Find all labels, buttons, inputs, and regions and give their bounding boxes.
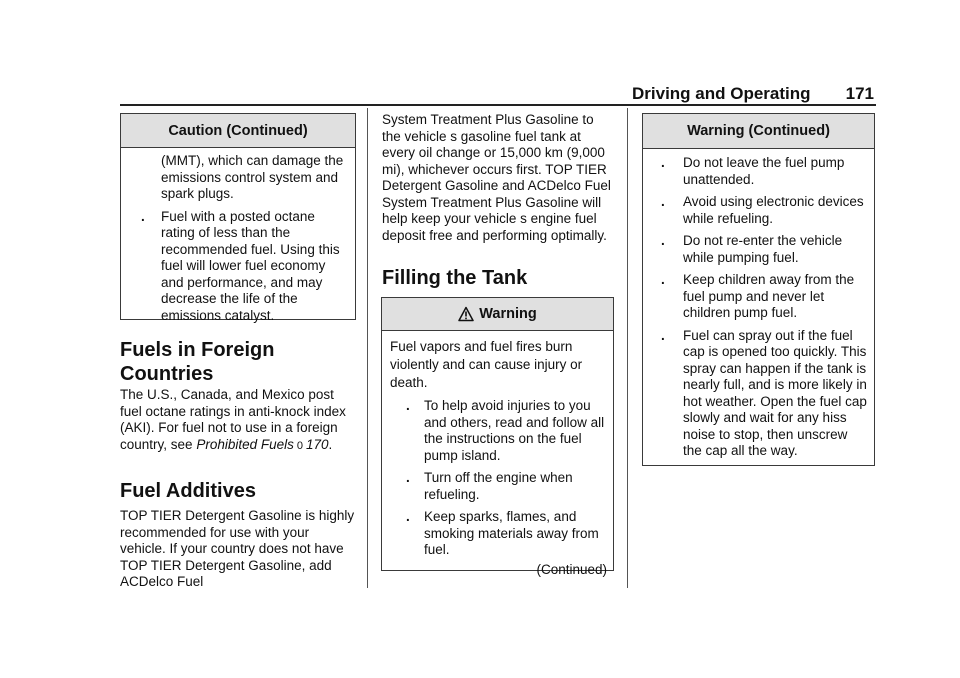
page-header <box>632 84 876 104</box>
caution-continued-text: (MMT), which can damage the emissions control system and spark plugs. <box>161 153 344 201</box>
warning-continued-title: Warning (Continued) <box>643 114 874 149</box>
heading-fuel-additives: Fuel Additives <box>120 480 256 502</box>
warning-box <box>381 297 614 577</box>
fuels-foreign-body: The U.S., Canada, and Mexico post fuel octane ratings in anti-knock index (AKI). For fuel not to use in a foreign country, see Prohibited Fuels 0 170. <box>120 387 356 454</box>
header-rule <box>120 104 876 106</box>
bullet-mark: . <box>406 509 410 524</box>
warning-continued-bullet: . Fuel can spray out if the fuel cap is opened too quickly. This spray can happen if the tank is nearly full, and is more likely in hot weather. Open the fuel cap slowly and wait for any hiss noise to stop, then unscrew the cap all the way. <box>661 327 867 458</box>
caution-box <box>120 113 356 323</box>
bullet-mark: . <box>661 155 665 170</box>
warning-title: Warning <box>479 306 537 322</box>
warning-bullet: . Keep sparks, flames, and smoking materials away from fuel. <box>406 509 599 557</box>
warning-continued-bullet: . Do not leave the fuel pump unattended. <box>661 155 845 187</box>
bullet-mark: . <box>661 327 665 343</box>
bullet-mark: . <box>406 470 410 485</box>
caution-title: Caution (Continued) <box>121 114 355 148</box>
warning-triangle-icon <box>458 306 474 322</box>
xref-icon: 0 <box>296 439 303 452</box>
heading-fuels-foreign: Fuels in Foreign Countries <box>120 339 275 385</box>
bullet-mark: . <box>141 208 145 224</box>
column-divider-2 <box>627 108 628 588</box>
warning-title-bar <box>382 298 613 331</box>
bullet-mark: . <box>661 194 665 209</box>
xref-link[interactable]: Prohibited Fuels <box>196 436 294 452</box>
warning-bullet: . Turn off the engine when refueling. <box>406 470 573 502</box>
continued-label: (Continued) <box>536 561 607 577</box>
heading-filling-tank: Filling the Tank <box>382 267 528 289</box>
warning-intro: Fuel vapors and fuel fires burn violently and can cause injury or death. <box>390 339 583 390</box>
bullet-mark: . <box>406 398 410 413</box>
column-divider-1 <box>367 108 368 588</box>
page-number: 171 <box>845 84 874 103</box>
warning-continued-bullet: . Avoid using electronic devices while refueling. <box>661 194 864 226</box>
warning-continued-bullet: . Keep children away from the fuel pump and never let children pump fuel. <box>661 272 855 320</box>
warning-continued-bullet: . Do not re-enter the vehicle while pumping fuel. <box>661 233 843 265</box>
bullet-mark: . <box>661 272 665 287</box>
warning-continued-box <box>642 113 875 466</box>
xref-page[interactable]: 170 <box>306 436 329 452</box>
caution-bullet: . Fuel with a posted octane rating of less than the recommended fuel. Using this fuel will lower fuel economy and performance, and may decrease the life of the emissions catalyst. <box>141 208 340 323</box>
section-title: Driving and Operating <box>632 84 811 103</box>
warning-bullet: . To help avoid injuries to you and others, read and follow all the instructions on the fuel pump island. <box>406 398 605 463</box>
bullet-mark: . <box>661 233 665 248</box>
fuel-additives-continued: System Treatment Plus Gasoline to the vehicle s gasoline fuel tank at every oil change or 15,000 km (9,000 mi), whichever occurs first. TOP TIER Detergent Gasoline and ACDelco Fuel System Treatment Plus Gasoline will help keep your vehicle s engine fuel deposit free and performing optimally. <box>382 112 611 243</box>
fuel-additives-body: TOP TIER Detergent Gasoline is highly recommended for use with your vehicle. If your country does not have TOP TIER Detergent Gasoline, add ACDelco Fuel <box>120 508 355 589</box>
